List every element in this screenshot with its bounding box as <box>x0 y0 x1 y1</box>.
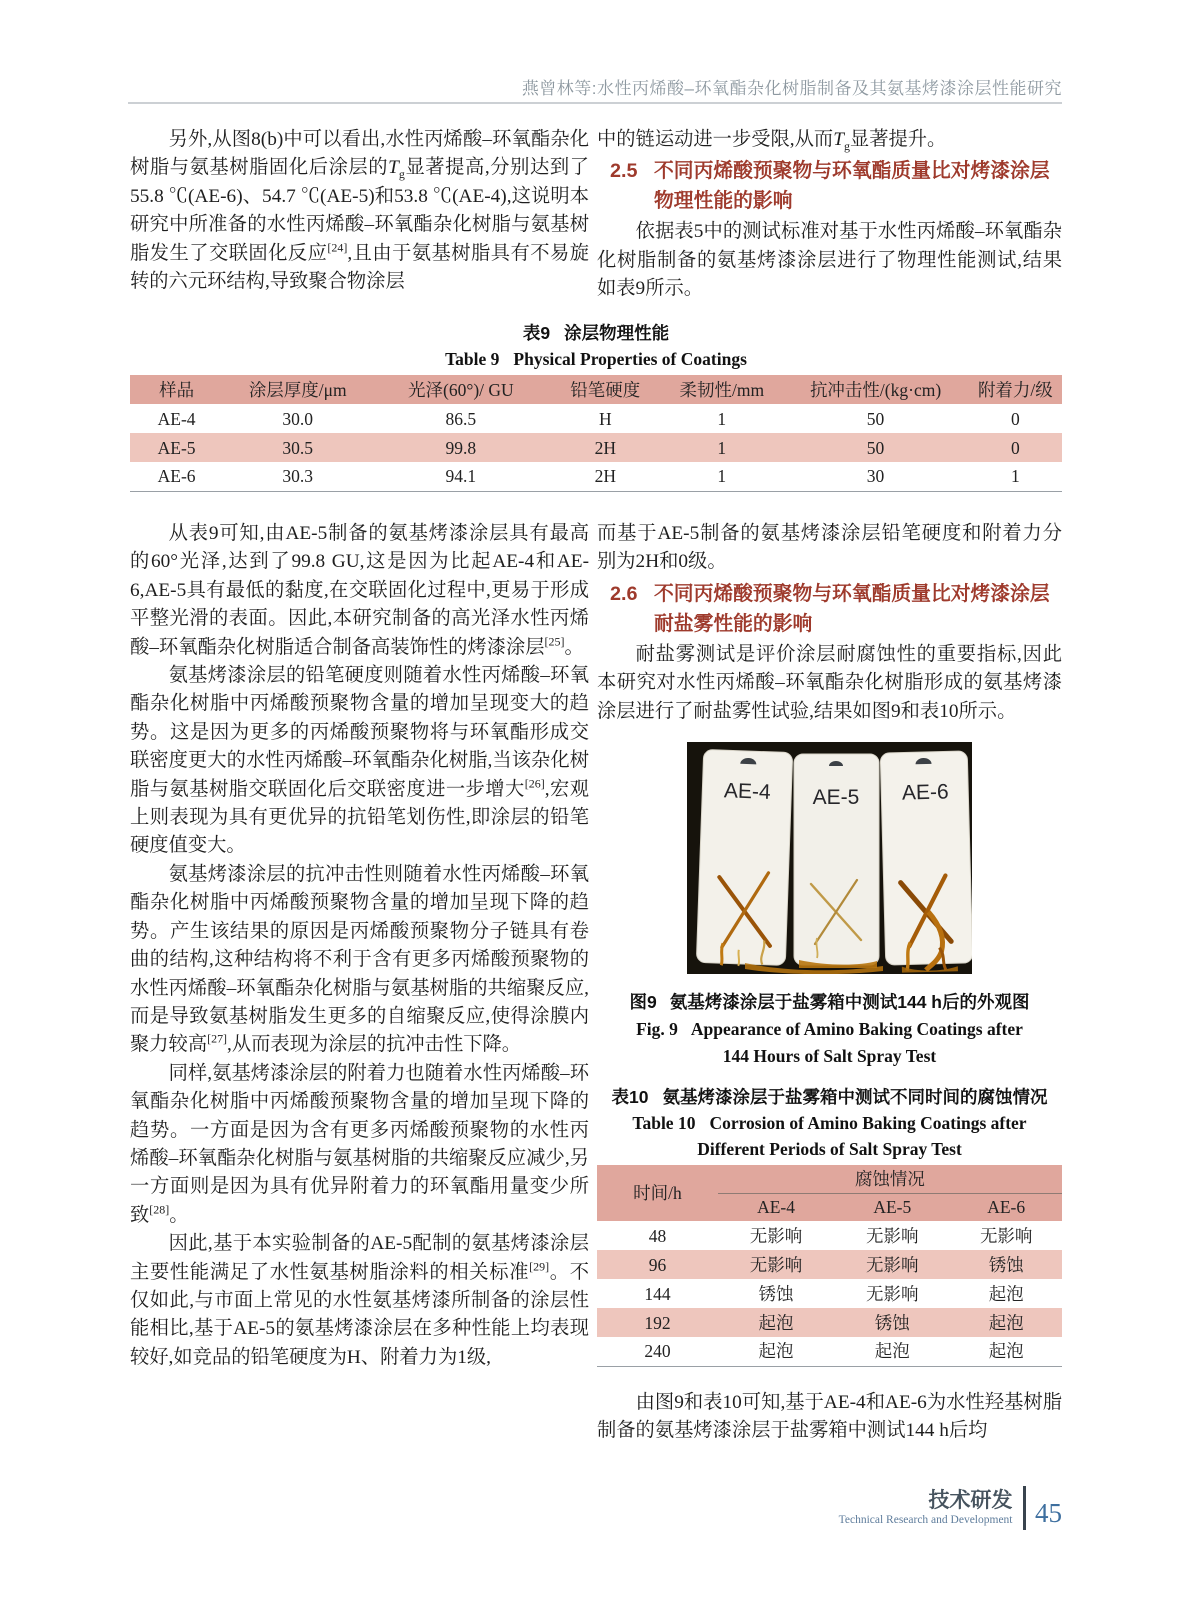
table-cell: 240 <box>597 1337 718 1366</box>
table-cell: 起泡 <box>950 1308 1062 1337</box>
footer-section <box>839 1489 1013 1528</box>
table-row <box>130 462 1062 491</box>
table-header-row <box>130 375 1062 404</box>
table9-title-cn <box>130 320 1062 346</box>
table-cell: 1 <box>969 462 1062 491</box>
table-cell: 30.0 <box>282 408 314 429</box>
table-cell: 锈蚀 <box>834 1308 950 1337</box>
table10-title-cn <box>597 1084 1062 1110</box>
body-paragraph: 从表9可知,由AE-5制备的氨基烤漆涂层具有最高的60°光泽,达到了99.8 GU,这是因为比起AE-4和AE-6,AE-5具有最低的黏度,在交联固化过程中,更易于形成平整光滑的表面。因此,本研究制备的高光泽水性丙烯酸–环氧酯杂化树脂适合制备高装饰性的烤漆涂层[25]。 <box>130 523 589 658</box>
table-cell: AE-4 <box>718 1193 834 1221</box>
panel-ae6 <box>880 751 972 973</box>
table9-name-en: Physical Properties of Coatings <box>513 349 747 369</box>
table-row <box>597 1337 1062 1366</box>
table-cell: 无影响 <box>866 1225 919 1246</box>
salt-spray-panels-photo <box>687 742 972 974</box>
panel-ae5 <box>794 754 879 968</box>
table-cell: AE-5 <box>834 1193 950 1221</box>
table-cell: 无影响 <box>718 1250 834 1279</box>
table-cell: 0 <box>969 433 1062 462</box>
table-cell: AE-5 <box>130 433 223 462</box>
table-row <box>597 1250 1062 1279</box>
table-cell: 无影响 <box>749 1225 803 1246</box>
table-cell: 样品 <box>130 375 223 404</box>
table-cell: 起泡 <box>718 1337 834 1366</box>
table-cell: 30.5 <box>223 433 372 462</box>
table-cell: 起泡 <box>718 1308 834 1337</box>
table-cell: 30.3 <box>223 462 372 491</box>
table-row <box>597 1308 1062 1337</box>
table-cell: 起泡 <box>950 1337 1062 1366</box>
table-cell: 1 <box>661 462 782 491</box>
table-cell: 2H <box>549 462 661 491</box>
table-cell: 192 <box>597 1308 718 1337</box>
table-cell: 2H <box>549 433 661 462</box>
right-column-bottom <box>597 520 1062 1445</box>
page-footer <box>597 1486 1062 1530</box>
table-cell: 涂层厚度/μm <box>223 375 372 404</box>
figure9-text-cn: 氨基烤漆涂层于盐雾箱中测试144 h后的外观图 <box>669 992 1030 1013</box>
body-paragraph: 依据表5中的测试标准对基于水性丙烯酸–环氧酯杂化树脂制备的氨基烤漆涂层进行了物理性能测试,结果如表9所示。 <box>597 221 1062 300</box>
left-column-bottom <box>130 520 589 1372</box>
figure9-caption-cn <box>597 989 1062 1016</box>
section-heading-2-5 <box>597 156 1062 216</box>
body-paragraph: 因此,基于本实验制备的AE-5配制的氨基烤漆涂层主要性能满足了水性氨基树脂涂料的相关标准[29]。不仅如此,与市面上常见的水性氨基烤漆所制备的涂层性能相比,基于AE-5的氨基烤漆涂层在多种性能上均表现较好,如竞品的铅笔硬度为H、附着力为1级, <box>130 1233 590 1368</box>
table-cell: 附着力/级 <box>969 375 1062 404</box>
table-cell: 30 <box>782 462 968 491</box>
table9-name-cn: 涂层物理性能 <box>564 323 670 343</box>
table-cell: 起泡 <box>834 1337 950 1366</box>
table-cell: 86.5 <box>445 408 477 429</box>
table-header-row <box>597 1165 1062 1193</box>
table-cell: 99.8 <box>372 433 549 462</box>
page-number: 45 <box>1035 1497 1062 1528</box>
table-cell: 腐蚀情况 <box>718 1165 1062 1193</box>
figure9-caption-en <box>625 1016 1034 1070</box>
table-cell: 48 <box>648 1225 667 1246</box>
body-paragraph: 氨基烤漆涂层的铅笔硬度则随着水性丙烯酸–环氧酯杂化树脂中丙烯酸预聚物含量的增加呈现变大的趋势。这是因为更多的丙烯酸预聚物将与环氧酯形成交联密度更大的水性丙烯酸–环氧酯杂化树脂,当该杂化树脂与氨基树脂交联固化后交联密度进一步增大[26],宏观上则表现为具有更优异的抗铅笔划伤性,即涂层的铅笔硬度值变大。 <box>130 665 590 857</box>
table10-name-cn: 氨基烤漆涂层于盐雾箱中测试不同时间的腐蚀情况 <box>662 1087 1048 1108</box>
section-number: 2.6 <box>610 582 638 605</box>
footer-divider <box>1023 1486 1027 1530</box>
table9-block <box>130 320 1062 492</box>
figure9-label-en: Fig. 9 <box>636 1019 678 1040</box>
table-cell: 94.1 <box>372 462 549 491</box>
table-cell: 50 <box>782 433 968 462</box>
body-paragraph: 耐盐雾测试是评价涂层耐腐蚀性的重要指标,因此本研究对水性丙烯酸–环氧酯杂化树脂形成的氨基烤漆涂层进行了耐盐雾性试验,结果如图9和表10所示。 <box>597 643 1062 722</box>
table-cell: AE-6 <box>130 462 223 491</box>
section-heading-2-6 <box>597 579 1062 639</box>
body-paragraph: 同样,氨基烤漆涂层的附着力也随着水性丙烯酸–环氧酯杂化树脂中丙烯酸预聚物含量的增加呈现下降的趋势。一方面是因为含有更多丙烯酸预聚物的水性丙烯酸–环氧酯杂化树脂与氨基树脂的共缩聚反应减少,另一方面则是因为具有优异附着力的环氧酯用量变少所致[28]。 <box>130 1062 589 1226</box>
table-cell: 无影响 <box>866 1283 919 1304</box>
table9 <box>130 375 1062 492</box>
table9-title-en <box>130 346 1062 372</box>
figure9-label-cn: 图9 <box>629 992 657 1013</box>
body-paragraph: 另外,从图8(b)中可以看出,水性丙烯酸–环氧酯杂化树脂与氨基树脂固化后涂层的$T_g$显著提高,分别达到了55.8 ℃(AE-6)、54.7 ℃(AE-5)和53.8 ℃(AE-4),这说明本研究中所准备的水性丙烯酸–环氧酯杂化树脂与氨基树脂发生了交联固化反应[24],且由于氨基树脂具有不易旋转的六元环结构,导致聚合物涂层 <box>130 129 589 293</box>
body-paragraph: 中的链运动进一步受限,从而$T_g$显著提升。 <box>597 129 947 153</box>
footer-section-en: Technical Research and Development <box>838 1513 1013 1526</box>
panel-label: AE-6 <box>901 780 949 805</box>
footer-section-cn: 技术研发 <box>928 1488 1013 1512</box>
table10-label-en: Table 10 <box>632 1113 696 1134</box>
table-cell: H <box>598 408 612 429</box>
figure9-text-en: Appearance of Amino Baking Coatings after 144 Hours of Salt Spray Test <box>690 1019 1023 1067</box>
table-cell: 时间/h <box>597 1165 718 1221</box>
table10-name-en: Corrosion of Amino Baking Coatings after Different Periods of Salt Spray Test <box>697 1113 1027 1160</box>
table-row <box>597 1279 1062 1308</box>
table-cell: 144 <box>644 1283 671 1304</box>
left-column-top <box>130 126 589 296</box>
header-divider <box>128 102 1062 104</box>
table-row <box>130 433 1062 462</box>
section-title: 不同丙烯酸预聚物与环氧酯质量比对烤漆涂层耐盐雾性能的影响 <box>654 582 1050 635</box>
table-cell: 1 <box>717 408 727 429</box>
table-cell: 柔韧性/mm <box>661 375 782 404</box>
table-cell: AE-6 <box>950 1193 1062 1221</box>
body-paragraph: 由图9和表10可知,基于AE-4和AE-6为水性羟基树脂制备的氨基烤漆涂层于盐雾箱中测试144 h后均 <box>597 1391 1062 1441</box>
table-row <box>597 1221 1062 1250</box>
table-cell: 抗冲击性/(kg·cm) <box>782 375 968 404</box>
table9-label-en: Table 9 <box>445 349 500 369</box>
running-header: 燕曾林等:水性丙烯酸–环氧酯杂化树脂制备及其氨基烤漆涂层性能研究 <box>521 79 1062 98</box>
body-paragraph: 而基于AE-5制备的氨基烤漆涂层铅笔硬度和附着力分别为2H和0级。 <box>597 523 1062 573</box>
table-cell: 50 <box>866 408 885 429</box>
table-cell: AE-4 <box>157 408 196 429</box>
panel-label: AE-5 <box>812 786 860 810</box>
right-column-top <box>597 126 1062 304</box>
table-cell: 无影响 <box>834 1250 950 1279</box>
table-cell: 锈蚀 <box>758 1283 794 1304</box>
section-title: 不同丙烯酸预聚物与环氧酯质量比对烤漆涂层物理性能的影响 <box>654 160 1050 213</box>
table-cell: 起泡 <box>988 1283 1024 1304</box>
table10 <box>597 1165 1062 1367</box>
section-number: 2.5 <box>610 160 638 183</box>
figure9-photo <box>687 742 972 979</box>
panel-label: AE-4 <box>723 779 772 804</box>
table9-label-cn: 表9 <box>522 323 551 343</box>
table-cell: 1 <box>661 433 782 462</box>
table-cell: 无影响 <box>979 1225 1033 1246</box>
table10-title-en <box>616 1110 1044 1162</box>
table10-label-cn: 表10 <box>611 1087 649 1108</box>
table-cell: 96 <box>597 1250 718 1279</box>
body-paragraph: 氨基烤漆涂层的抗冲击性则随着水性丙烯酸–环氧酯杂化树脂中丙烯酸预聚物含量的增加呈现下降的趋势。产生该结果的原因是丙烯酸预聚物分子链具有卷曲的结构,这种结构将不利于含有更多丙烯酸预聚物的水性丙烯酸–环氧酯杂化树脂与氨基树脂的共缩聚反应,而是导致氨基树脂发生更多的自缩聚反应,使得涂膜内聚力较高[27],从而表现为涂层的抗冲击性下降。 <box>130 863 589 1056</box>
table-cell: 光泽(60°)/ GU <box>372 375 549 404</box>
panel-ae4 <box>696 750 792 968</box>
table-row <box>130 404 1062 433</box>
table-cell: 0 <box>1011 408 1020 429</box>
table-cell: 铅笔硬度 <box>549 375 661 404</box>
table10-block <box>597 1084 1062 1367</box>
table-cell: 锈蚀 <box>950 1250 1062 1279</box>
